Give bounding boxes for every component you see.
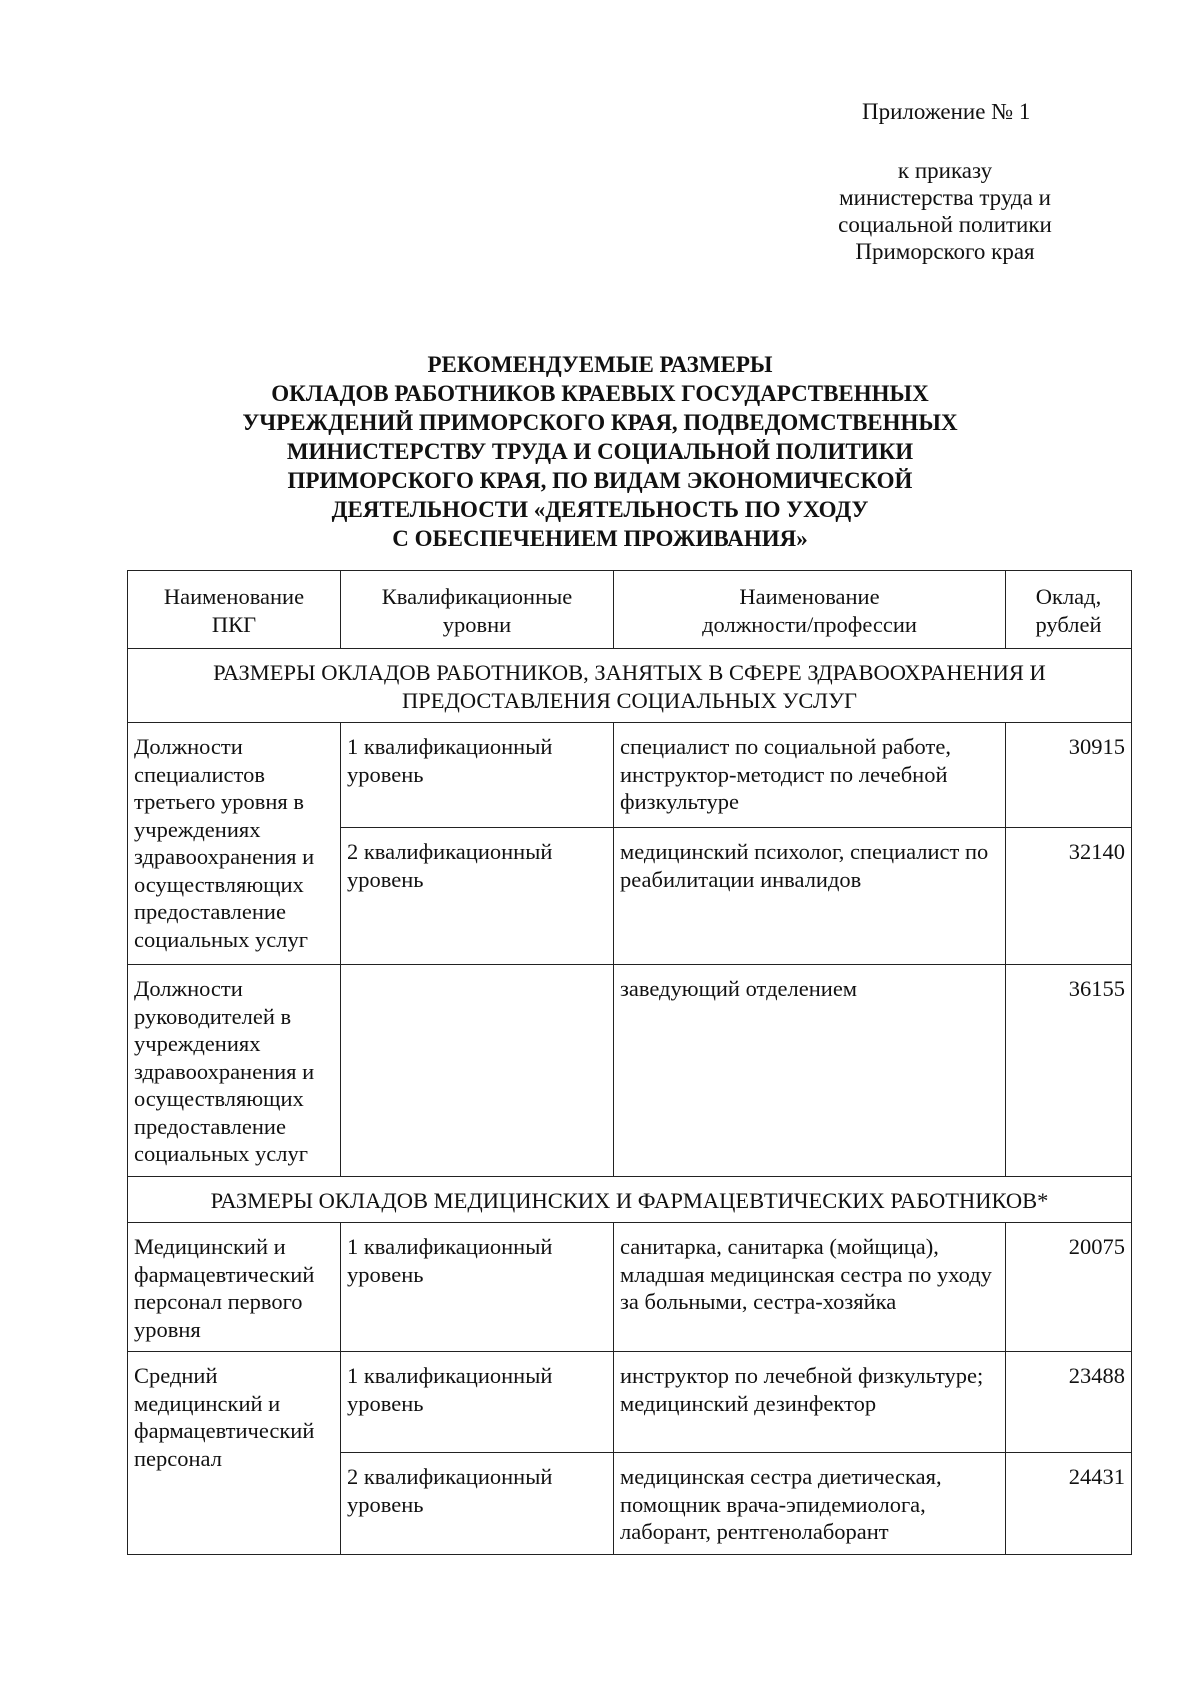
position-cell: санитарка, санитарка (мойщица), младшая медицинская сестра по уходу за больными, сестра-хозяйка <box>614 1223 1006 1352</box>
level-cell: 2 квалификационный уровень <box>341 828 614 965</box>
pkg-cell: Должности руководителей в учреждениях здравоохранения и осуществляющих предоставление социальных услуг <box>128 965 341 1177</box>
section-heading-row <box>128 649 1132 723</box>
order-reference-line: Приморского края <box>855 239 1035 264</box>
section-heading <box>128 1176 1132 1223</box>
header-line: уровни <box>442 611 512 637</box>
position-cell: медицинский психолог, специалист по реабилитации инвалидов <box>614 828 1006 965</box>
position-cell: специалист по социальной работе, инструктор-методист по лечебной физкультуре <box>614 723 1006 828</box>
order-reference <box>820 157 1070 265</box>
section-heading-line: ПРЕДОСТАВЛЕНИЯ СОЦИАЛЬНЫХ УСЛУГ <box>401 687 858 713</box>
section-heading-line: РАЗМЕРЫ ОКЛАДОВ МЕДИЦИНСКИХ И ФАРМАЦЕВТИЧЕСКИХ РАБОТНИКОВ* <box>210 1187 1049 1213</box>
pkg-cell: Должности специалистов третьего уровня в учреждениях здравоохранения и осуществляющих предоставление социальных услуг <box>128 723 341 965</box>
table-row <box>128 965 1132 1177</box>
title-line: РЕКОМЕНДУЕМЫЕ РАЗМЕРЫ <box>427 352 773 377</box>
section-heading-row <box>128 1176 1132 1223</box>
salary-cell: 23488 <box>1006 1352 1132 1453</box>
position-cell: инструктор по лечебной физкультуре; медицинский дезинфектор <box>614 1352 1006 1453</box>
document-title <box>150 350 1050 553</box>
section-heading-line: РАЗМЕРЫ ОКЛАДОВ РАБОТНИКОВ, ЗАНЯТЫХ В СФЕРЕ ЗДРАВООХРАНЕНИЯ И <box>213 660 1046 685</box>
title-line: УЧРЕЖДЕНИЙ ПРИМОРСКОГО КРАЯ, ПОДВЕДОМСТВЕННЫХ <box>242 410 958 435</box>
header-line: ПКГ <box>211 611 257 637</box>
header-line: Наименование <box>739 584 880 609</box>
salary-table <box>127 570 1132 1555</box>
title-line: ОКЛАДОВ РАБОТНИКОВ КРАЕВЫХ ГОСУДАРСТВЕННЫХ <box>271 381 929 406</box>
salary-cell: 24431 <box>1006 1453 1132 1555</box>
pkg-cell: Средний медицинский и фармацевтический персонал <box>128 1352 341 1555</box>
level-cell: 1 квалификационный уровень <box>341 1223 614 1352</box>
level-cell: 2 квалификационный уровень <box>341 1453 614 1555</box>
order-reference-line: министерства труда и <box>839 185 1051 210</box>
salary-cell: 32140 <box>1006 828 1132 965</box>
level-cell: 1 квалификационный уровень <box>341 1352 614 1453</box>
header-line: рублей <box>1035 611 1102 637</box>
title-line: ПРИМОРСКОГО КРАЯ, ПО ВИДАМ ЭКОНОМИЧЕСКОЙ <box>287 468 913 493</box>
table-row <box>128 1352 1132 1453</box>
salary-cell: 36155 <box>1006 965 1132 1177</box>
column-header-salary <box>1006 571 1132 649</box>
column-header-position <box>614 571 1006 649</box>
salary-cell: 20075 <box>1006 1223 1132 1352</box>
position-cell: медицинская сестра диетическая, помощник врача-эпидемиолога, лаборант, рентгенолаборант <box>614 1453 1006 1555</box>
level-cell <box>341 965 614 1177</box>
level-cell: 1 квалификационный уровень <box>341 723 614 828</box>
column-header-level <box>341 571 614 649</box>
table-row <box>128 723 1132 828</box>
title-line: С ОБЕСПЕЧЕНИЕМ ПРОЖИВАНИЯ» <box>392 526 808 551</box>
table-row <box>128 1223 1132 1352</box>
position-cell: заведующий отделением <box>614 965 1006 1177</box>
order-reference-line: социальной политики <box>838 212 1052 237</box>
title-line: ДЕЯТЕЛЬНОСТИ «ДЕЯТЕЛЬНОСТЬ ПО УХОДУ <box>331 497 869 522</box>
header-line: Оклад, <box>1035 584 1102 609</box>
appendix-number: Приложение № 1 <box>862 99 1031 124</box>
pkg-cell: Медицинский и фармацевтический персонал первого уровня <box>128 1223 341 1352</box>
header-line: Квалификационные <box>381 584 573 609</box>
order-reference-line: к приказу <box>897 158 993 183</box>
table-header-row <box>128 571 1132 649</box>
column-header-pkg <box>128 571 341 649</box>
title-line: МИНИСТЕРСТВУ ТРУДА И СОЦИАЛЬНОЙ ПОЛИТИКИ <box>286 439 914 464</box>
salary-cell: 30915 <box>1006 723 1132 828</box>
header-line: должности/профессии <box>702 611 917 637</box>
section-heading <box>128 649 1132 723</box>
header-line: Наименование <box>163 584 305 609</box>
